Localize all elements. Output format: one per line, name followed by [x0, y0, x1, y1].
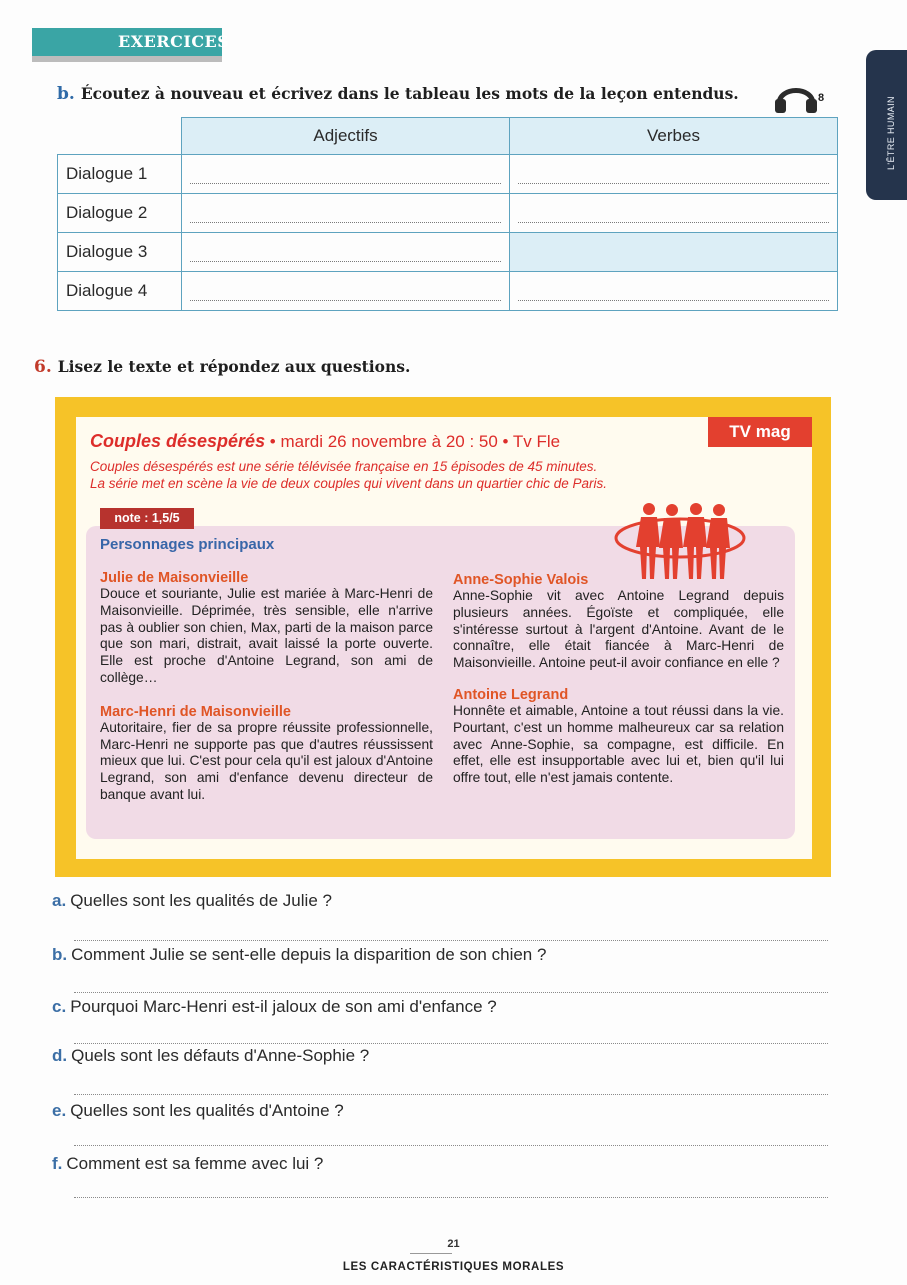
- question-letter: f.: [52, 1154, 63, 1173]
- section-banner: [32, 28, 230, 56]
- description-line-2: La série met en scène la vie de deux couples qui vivent dans un quartier chic de Paris.: [90, 476, 608, 491]
- character-name: Anne-Sophie Valois: [453, 572, 589, 588]
- characters-heading: Personnages principaux: [100, 536, 275, 553]
- row-label: Dialogue 4: [58, 272, 182, 311]
- banner-shadow: [32, 56, 222, 62]
- question-letter: c.: [52, 997, 67, 1016]
- row-label: Dialogue 3: [58, 233, 182, 272]
- chapter-title: LES CARACTÉRISTIQUES MORALES: [342, 1261, 565, 1273]
- question-d: [52, 1046, 369, 1066]
- answer-cell-adjectifs[interactable]: [182, 233, 510, 272]
- question-letter: d.: [52, 1046, 68, 1065]
- answer-line[interactable]: [74, 1043, 828, 1044]
- tv-mag-badge: TV mag: [708, 417, 812, 447]
- track-number: 8: [818, 92, 825, 104]
- question-f: [52, 1154, 323, 1174]
- character-name: Antoine Legrand: [453, 686, 569, 703]
- question-a: [52, 891, 332, 911]
- row-label: Dialogue 1: [58, 155, 182, 194]
- side-tab-label: L'ÊTRE HUMAIN: [886, 96, 896, 170]
- row-label: Dialogue 2: [58, 194, 182, 233]
- answer-line[interactable]: [74, 1197, 828, 1198]
- answer-line[interactable]: [74, 1145, 828, 1146]
- question-letter: e.: [52, 1101, 67, 1120]
- table-row: [58, 233, 838, 272]
- character-description: Honnête et aimable, Antoine a tout réussi dans la vie. Pourtant, c'est un homme malheureux car sa relation avec Anne-Sophie, sa compagne, est difficile. En effet, elle est insupportable avec lui et, bien qu'il lui offre tout, elle n'est jamais contente.: [453, 702, 784, 786]
- characters-right-column: [453, 572, 784, 787]
- table-row: [58, 155, 838, 194]
- character-description: Douce et souriante, Julie est mariée à Marc-Henri de Maisonvieille. Déprimée, très sensible, elle n'arrive pas à oublier son chien, Max, parti de la maison parce que son mari, distrait, avait laissé la porte ouverte. Elle est proche d'Antoine Legrand, son ami de collège…: [100, 586, 433, 685]
- show-title-line: [90, 431, 560, 452]
- show-schedule: • mardi 26 novembre à 20 : 50 • Tv Fle: [265, 432, 561, 451]
- answer-cell-adjectifs[interactable]: [182, 194, 510, 233]
- question-text: Pourquoi Marc-Henri est-il jaloux de son ami d'enfance ?: [70, 997, 497, 1016]
- table-corner: [58, 118, 182, 155]
- column-header-verbes: Verbes: [510, 118, 838, 155]
- answer-line[interactable]: [74, 940, 828, 941]
- column-header-adjectifs: Adjectifs: [182, 118, 510, 155]
- question-text: Quelles sont les qualités de Julie ?: [70, 891, 332, 910]
- question-e: [52, 1101, 344, 1121]
- question-text: Quels sont les défauts d'Anne-Sophie ?: [71, 1046, 370, 1065]
- page-number-divider: [410, 1253, 452, 1254]
- page-number: 21: [447, 1238, 460, 1250]
- answer-cell-adjectifs[interactable]: [182, 155, 510, 194]
- question-letter: a.: [52, 891, 67, 910]
- character-name: Julie de Maisonvieille: [100, 570, 249, 586]
- question-text: Comment est sa femme avec lui ?: [66, 1154, 324, 1173]
- answer-line[interactable]: [74, 992, 828, 993]
- answer-cell-verbes[interactable]: [510, 194, 838, 233]
- question-c: [52, 997, 497, 1017]
- character-name: Marc-Henri de Maisonvieille: [100, 703, 291, 720]
- description-line-1: Couples désespérés est une série télévisée française en 15 épisodes de 45 minutes.: [90, 459, 598, 474]
- question-b: [52, 945, 546, 965]
- characters-left-column: [100, 570, 433, 804]
- question-text: Comment Julie se sent-elle depuis la disparition de son chien ?: [71, 945, 547, 964]
- table-row: [58, 272, 838, 311]
- answer-cell-verbes[interactable]: [510, 272, 838, 311]
- answer-table: [57, 117, 838, 311]
- exercise-b-letter: b.: [57, 84, 75, 104]
- question-letter: b.: [52, 945, 68, 964]
- exercise-6-text: Lisez le texte et répondez aux questions.: [57, 357, 411, 376]
- banner-label: EXERCICES: [118, 32, 230, 51]
- table-row: [58, 194, 838, 233]
- show-title: Couples désespérés: [90, 431, 266, 451]
- answer-cell-verbes[interactable]: [510, 155, 838, 194]
- question-text: Quelles sont les qualités d'Antoine ?: [70, 1101, 344, 1120]
- exercise-6-instruction: [34, 357, 410, 377]
- show-description: [90, 458, 730, 492]
- exercise-b-instruction: [57, 84, 739, 104]
- rating-badge: note : 1,5/5: [100, 508, 194, 529]
- answer-line[interactable]: [74, 1094, 828, 1095]
- side-tab: [866, 50, 907, 200]
- answer-cell-adjectifs[interactable]: [182, 272, 510, 311]
- exercise-6-number: 6.: [34, 357, 52, 377]
- headphone-icon[interactable]: [774, 80, 818, 119]
- character-description: Anne-Sophie vit avec Antoine Legrand depuis plusieurs années. Égoïste et compliquée, elle s'intéresse surtout à l'argent d'Antoine. Avant de le connaître, elle était fiancée à Marc-Henri de Maisonvieille. Antoine peut-il avoir confiance en elle ?: [453, 588, 784, 671]
- shaded-cell: [510, 233, 838, 272]
- exercise-b-text: Écoutez à nouveau et écrivez dans le tableau les mots de la leçon entendus.: [80, 84, 739, 103]
- character-description: Autoritaire, fier de sa propre réussite professionnelle, Marc-Henri ne supporte pas que d'autres réussissent mieux que lui. C'est pour cela qu'il est jaloux d'Antoine Legrand, son ami d'enfance devenu directeur de banque avant lui.: [100, 719, 433, 802]
